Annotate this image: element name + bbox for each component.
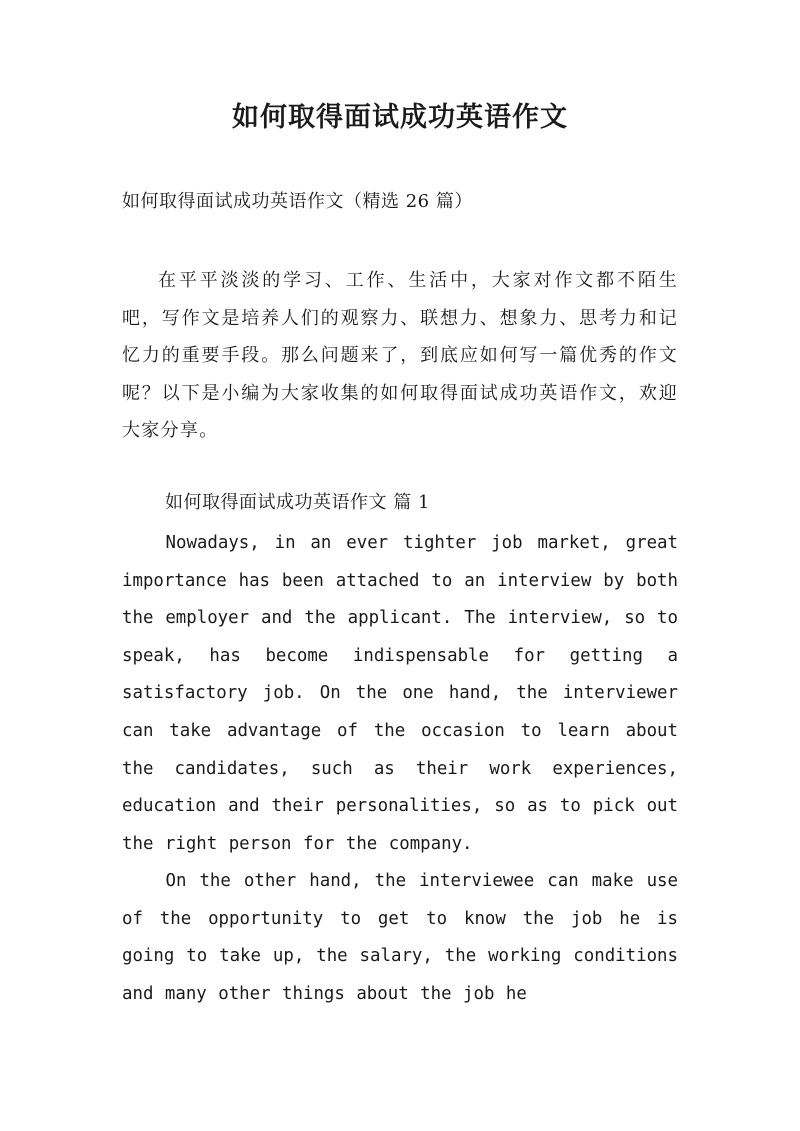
section-heading: 如何取得面试成功英语作文 篇 1 [165,492,430,513]
document-subtitle: 如何取得面试成功英语作文（精选 26 篇） [122,191,473,212]
body-paragraph: Nowadays, in an ever tighter job market, great importance has been attached to an interview by both the employer and the applicant. The interview, so to speak, has become indispensable for getting a satisfactory job. On the one hand, the interviewer can take advantage of the occasion to learn about the candidates, such as their work experiences, education and their personalities, so as to pick out the right person for the company. [122,533,678,854]
body-paragraph: On the other hand, the interviewee can make use of the opportunity to get to know the job he is going to take up, the salary, the working conditions and many other things about the job he [122,871,678,1004]
intro-paragraph: 在平平淡淡的学习、工作、生活中，大家对作文都不陌生吧，写作文是培养人们的观察力、联想力、想象力、思考力和记忆力的重要手段。那么问题来了，到底应如何写一篇优秀的作文呢？以下是小编为大家收集的如何取得面试成功英语作文，欢迎大家分享。 [122,270,678,442]
document-title: 如何取得面试成功英语作文 [232,102,568,133]
